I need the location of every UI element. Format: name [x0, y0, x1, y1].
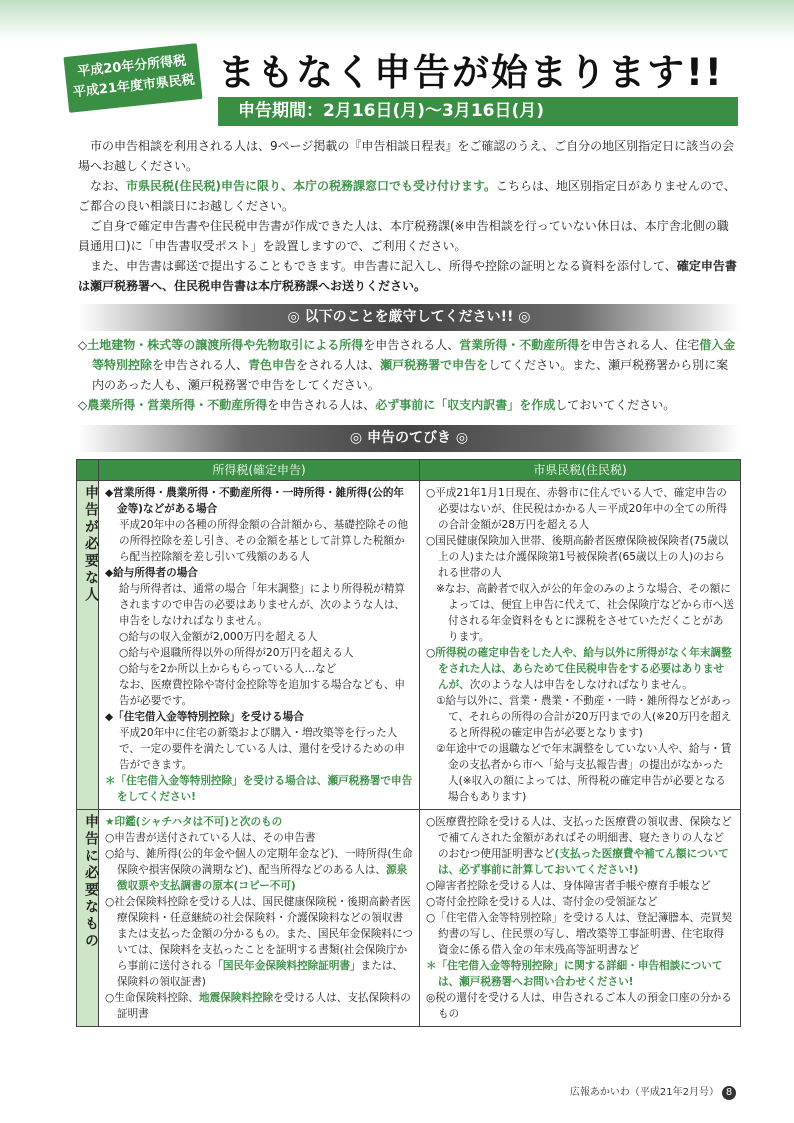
tax-year-badge	[63, 43, 202, 113]
item-text: ○生命保険料控除、	[105, 992, 199, 1004]
rule-highlight: 農業所得・営業所得・不動産所得	[87, 398, 268, 412]
publication-name: 広報あかいわ（平成21年2月号）	[569, 1087, 719, 1098]
case-text: 平成20年中の各種の所得金額の合計額から、基礎控除その他の所得控除を差し引き、その金額を基として計算した税額から配当控除額を差し引いて残額のある人	[119, 519, 408, 563]
required-item	[426, 814, 734, 878]
table-header-row	[77, 460, 741, 481]
rule-text: をされる人は、	[296, 358, 381, 372]
intro-section	[78, 136, 740, 296]
rule-highlight: 借入金等特別控除	[92, 338, 736, 372]
resident-tax-who-cell	[420, 481, 741, 810]
item-highlight: 源泉徴収票や支払調書の原本(コピー不可)	[117, 864, 408, 892]
intro-text: なお、	[90, 179, 127, 193]
item-highlight: 「国民年金保険料控除証明書」	[212, 960, 361, 972]
rule-highlight: 必ず事前に「収支内訳書」を作成	[375, 398, 556, 412]
income-tax-who-cell	[99, 481, 420, 810]
item-text: ○社会保険料控除を受ける人は、国民健康保険税・後期高齢者医療保険料・任意継続の社会保険料・介護保険料などの領収書または支払った金額の分かるもの。また、国民年金保険料については、保険料を支払ったことを証明する書類(社会保険庁から事前に送付される	[105, 896, 413, 972]
intro-paragraph-4	[78, 256, 740, 296]
case-item: ○平成21年1月1日現在、赤磐市に住んでいる人で、確定申告の必要はないが、住民税はかかる人＝平成20年中の全ての所得の合計金額が28万円を超える人	[426, 487, 727, 531]
case-highlight: 所得税の確定申告をした人や、給与以外に所得がなく年末調整をされた人は、あらためて住民税申告をする必要はありませんが、	[435, 647, 732, 691]
required-item	[105, 846, 413, 894]
rule-text: を申告される人、	[363, 338, 460, 352]
rule-text: してください。また、瀬戸税務署から別に案内のあった人も、瀬戸税務署で申告をしてください。	[92, 358, 729, 392]
intro-paragraph-2	[78, 176, 740, 216]
item-text: ○給与、雑所得(公的年金や個人の定期年金など)、一時所得(生命保険や損害保険の満期など)、配当所得などのある人は、	[105, 848, 413, 876]
case-item	[426, 645, 734, 693]
row-header-who-must-file	[77, 481, 99, 810]
intro-text: こちらは、地区別指定日がありませんので、ご都合の良い相談日にお越しください。	[78, 179, 736, 213]
case-note: ※なお、高齢者で収入が公的年金のみのような場合、その額によっては、便宜上申告に代えて、社会保険庁などから市へ送付される年金資料をもとに課税をさせていただくことがあります。	[436, 583, 734, 643]
case-text: 平成20年中に住宅の新築および購入・増改築等を行った人で、一定の要件を満たしている人は、還付を受けるための申告ができます。	[119, 727, 405, 771]
case-heading: ◆営業所得・農業所得・不動産所得・一時所得・雑所得(公的年金等)などがある場合	[105, 487, 405, 515]
case-subitem: ①給与以外に、営業・農業・不動産・一時・雑所得などがあって、それらの所得の合計が20万円までの人(※20万円を超えると所得税の確定申告が必要となります)	[436, 695, 732, 739]
guide-heading: ◎ 申告のてびき ◎	[78, 425, 740, 452]
case-bullet: ○給与や退職所得以外の所得が20万円を超える人	[119, 647, 354, 659]
case-text: 給与所得者は、通常の場合「年末調整」により所得税が精算されますので申告の必要はありませんが、次のような人は、申告をしなければなりません。	[119, 583, 406, 627]
badge-line-1: 平成20年分所得税	[76, 53, 187, 80]
page-title: まもなく申告が始まります!!	[218, 51, 724, 94]
income-tax-items-cell	[99, 810, 420, 1027]
badge-line-2: 平成21年度市県民税	[72, 72, 196, 101]
row-header-label: 申告に必要なもの	[83, 814, 99, 950]
required-item: ○申告書が送付されている人は、その申告書	[105, 832, 316, 844]
required-item	[105, 990, 413, 1022]
column-header-resident-tax: 市県民税(住民税)	[420, 460, 741, 481]
page-footer	[570, 1083, 736, 1100]
filing-period-bar: 申告期間：2月16日(月)～3月16日(月)	[218, 97, 738, 126]
rule-highlight: 瀬戸税務署で申告を	[380, 358, 489, 372]
row-header-required-items	[77, 810, 99, 1027]
rule-highlight: 土地建物・株式等の譲渡所得や先物取引による所得	[87, 338, 364, 352]
case-mark: ○	[426, 647, 436, 659]
intro-paragraph-3: ご自身で確定申告書や住民税申告書が作成できた人は、本庁税務課(※申告相談を行っていない休日は、本庁舎北側の職員通用口)に「申告書収受ポスト」を設置しますので、ご利用ください。	[78, 219, 729, 253]
column-header-income-tax: 所得税(確定申告)	[99, 460, 420, 481]
case-item: ○国民健康保険加入世帯、後期高齢者医療保険被保険者(75歳以上の人)または介護保険第1号被保険者(65歳以上の人)のおられる世帯の人	[426, 535, 729, 579]
rule-highlight: 青色申告	[248, 358, 297, 372]
item-highlight: 地震保険料控除	[199, 992, 274, 1004]
items-note: ＊「住宅借入金等特別控除」に関する詳細・申告相談については、瀬戸税務署へお問い合わせください!	[426, 960, 723, 988]
table-row	[77, 810, 741, 1027]
item-text: を受ける人は、支払保険料の証明書	[117, 992, 411, 1020]
case-note: ＊「住宅借入金等特別控除」を受ける場合は、瀬戸税務署で申告をしてください!	[105, 775, 413, 803]
case-bullet: ○給与を2か所以上からもらっている人…など	[119, 663, 337, 675]
resident-tax-items-cell	[420, 810, 741, 1027]
item-text: ○医療費控除を受ける人は、支払った医療費の領収書、保険などで補てんされた金額があればその明細書、寝たきりの人などのおむつ使用証明書など	[426, 816, 732, 860]
case-text: 次のような人は申告をしなければなりません。	[469, 679, 693, 691]
required-item: ○障害者控除を受ける人は、身体障害者手帳や療育手帳など	[426, 880, 711, 892]
row-header-label: 申告が必要な人	[83, 485, 99, 604]
intro-paragraph-1: 市の申告相談を利用される人は、9ページ掲載の『申告相談日程表』をご確認のうえ、ご自分の地区別指定日に該当の会場へお越しください。	[78, 139, 735, 173]
page-number: 8	[722, 1086, 736, 1100]
case-subitem: ②年途中での退職などで年末調整をしていない人や、給与・賃金の支払者から市へ「給与支払報告書」の提出がなかった人(※収入の額によっては、所得税の確定申告が必要となる場合もあります)	[436, 743, 732, 803]
rule-item-1	[78, 335, 740, 395]
rule-text: を申告される人、	[152, 358, 249, 372]
items-heading: ★印鑑(シャチハタは不可)と次のもの	[105, 816, 283, 828]
item-highlight: (支払った医療費や補てん額については、必ず事前に計算しておいてください!)	[438, 848, 729, 876]
table-row	[77, 481, 741, 810]
item-text: または、保険料の領収証書)	[117, 960, 404, 988]
case-bullet: ○給与の収入金額が2,000万円を超える人	[119, 631, 318, 643]
rules-section	[78, 335, 740, 415]
rule-item-2	[78, 395, 740, 415]
required-item: ◎税の還付を受ける人は、申告されるご本人の預金口座の分かるもの	[426, 992, 732, 1020]
table-corner	[77, 460, 99, 481]
case-text: なお、医療費控除や寄付金控除等を追加する場合なども、申告が必要です。	[119, 679, 406, 707]
filing-guide-table	[76, 459, 741, 1027]
intro-text: また、申告書は郵送で提出することもできます。申告書に記入し、所得や控除の証明となる資料を添付して、	[90, 259, 677, 273]
intro-bold: 確定申告書は瀬戸税務署へ、住民税申告書は本庁税務課へお送りください。	[78, 259, 737, 293]
rule-mark: ◇	[78, 398, 88, 412]
intro-highlight: 市県民税(住民税)申告に限り、本庁の税務課窓口でも受け付けます。	[126, 179, 497, 193]
rule-text: を申告される人、住宅	[579, 338, 700, 352]
rule-highlight: 営業所得・不動産所得	[459, 338, 580, 352]
required-item: ○「住宅借入金等特別控除」を受ける人は、登記簿謄本、売買契約書の写し、住民票の写し、増改築等工事証明書、住宅取得資金に係る借入金の年末残高等証明書など	[426, 912, 732, 956]
rules-heading: ◎ 以下のことを厳守してください!! ◎	[78, 304, 740, 331]
rule-text: を申告される人は、	[267, 398, 376, 412]
case-heading: ◆「住宅借入金等特別控除」を受ける場合	[105, 711, 304, 723]
top-decoration	[0, 0, 794, 40]
required-item	[105, 894, 413, 990]
rule-text: しておいてください。	[555, 398, 676, 412]
case-heading: ◆給与所得者の場合	[105, 567, 198, 579]
rule-mark: ◇	[78, 338, 88, 352]
required-item: ○寄付金控除を受ける人は、寄付金の受領証など	[426, 896, 658, 908]
